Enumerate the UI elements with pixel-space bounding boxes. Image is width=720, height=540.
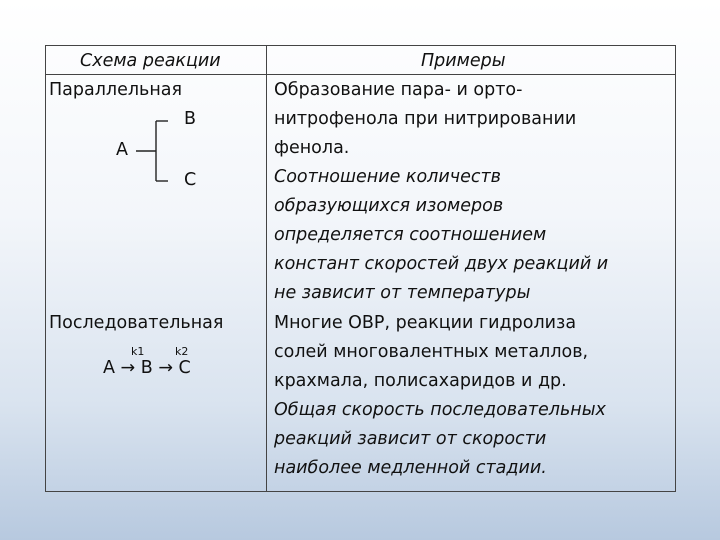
header-examples: Примеры: [421, 51, 506, 71]
sequential-note-line: Общая скорость последовательных: [274, 400, 606, 420]
parallel-example-line: Образование пара- и орто-: [274, 80, 523, 100]
column-divider: [266, 46, 267, 491]
parallel-note-line: образующихся изомеров: [274, 196, 504, 216]
parallel-reactant-a: А: [116, 140, 128, 160]
sequential-note-line: реакций зависит от скорости: [274, 429, 547, 449]
rate-constant-k2: k2: [175, 345, 189, 358]
parallel-example-line: нитрофенола при нитрировании: [274, 109, 577, 129]
sequential-note-line: наиболее медленной стадии.: [274, 458, 547, 478]
sequential-chain: А → В → С: [103, 358, 191, 378]
rate-constant-k1: k1: [131, 345, 145, 358]
header-scheme: Схема реакции: [80, 51, 221, 71]
sequential-example-line: Многие ОВР, реакции гидролиза: [274, 313, 577, 333]
parallel-note-line: Соотношение количеств: [274, 167, 501, 187]
parallel-note-line: не зависит от температуры: [274, 283, 531, 303]
sequential-example-line: крахмала, полисахаридов и др.: [274, 371, 567, 391]
reaction-types-table: [45, 45, 676, 492]
branch-arrow-icon: [134, 111, 184, 191]
parallel-example-line: фенола.: [274, 138, 350, 158]
parallel-note-line: определяется соотношением: [274, 225, 547, 245]
parallel-note-line: констант скоростей двух реакций и: [274, 254, 609, 274]
parallel-product-b: В: [184, 109, 197, 129]
parallel-scheme-label: Параллельная: [49, 80, 183, 100]
sequential-scheme-label: Последовательная: [49, 313, 224, 333]
parallel-product-c: С: [184, 170, 197, 190]
sequential-example-line: солей многовалентных металлов,: [274, 342, 589, 362]
